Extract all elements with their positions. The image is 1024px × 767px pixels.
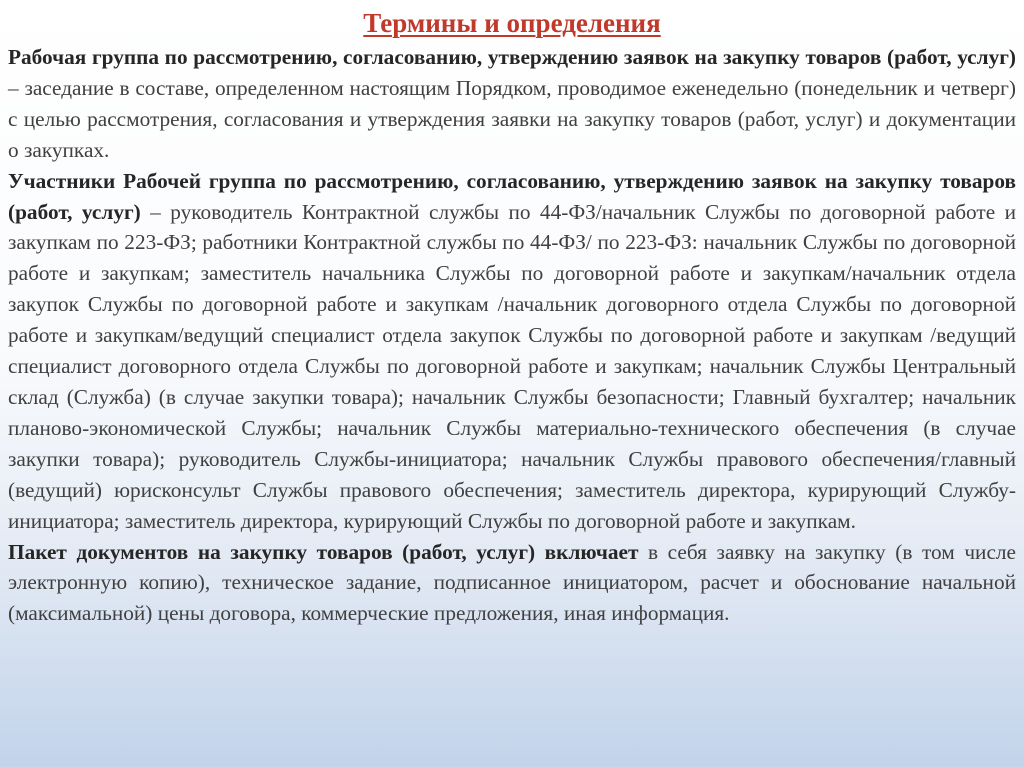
definition-working-group: – заседание в составе, определенном настоящим Порядком, проводимое еженедельно (понедельник и четверг) с целью рассмотрения, согласования и утверждения заявки на закупку товаров (работ, услуг) и документации о закупках.	[8, 75, 1016, 162]
term-working-group: Рабочая группа по рассмотрению, согласованию, утверждению заявок на закупку товаров (работ, услуг)	[8, 45, 1016, 69]
definition-participants: – руководитель Контрактной службы по 44-ФЗ/начальник Службы по договорной работе и закупкам по 223-ФЗ; работники Контрактной службы по 44-ФЗ/ по 223-ФЗ: начальник Службы по договорной работе и закупкам; заместитель начальника Службы по договорной работе и закупкам/начальник отдела закупок Службы по договорной работе и закупкам /начальник договорного отдела Службы по договорной работе и закупкам/ведущий специалист отдела закупок Службы по договорной работе и закупкам /ведущий специалист договорного отдела Службы по договорной работе и закупкам; начальник Службы Центральный склад (Служба) (в случае закупки товара); начальник Службы безопасности; Главный бухгалтер; начальник планово-экономической Службы; начальник Службы материально-технического обеспечения (в случае закупки товара); руководитель Службы-инициатора; начальник Службы правового обеспечения/главный (ведущий) юрисконсульт Службы правового обеспечения; заместитель директора, курирующий Службу-инициатора; заместитель директора, курирующий Службы по договорной работе и закупкам.	[8, 199, 1016, 533]
term-document-package: Пакет документов на закупку товаров (работ, услуг) включает	[8, 539, 639, 564]
definition-document-package: в себя заявку на закупку (в том числе электронную копию), техническое задание, подписанное инициатором, расчет и обоснование начальной (максимальной) цены договора, коммерческие предложения, иная информация.	[8, 539, 1016, 626]
slide-title: Термины и определения	[363, 8, 661, 38]
paragraph-working-group	[8, 42, 1016, 166]
paragraph-document-package	[8, 537, 1016, 630]
paragraph-participants	[8, 166, 1016, 537]
term-participants: Участники Рабочей группа по рассмотрению, согласованию, утверждению заявок на закупку товаров (работ, услуг)	[8, 168, 1016, 224]
